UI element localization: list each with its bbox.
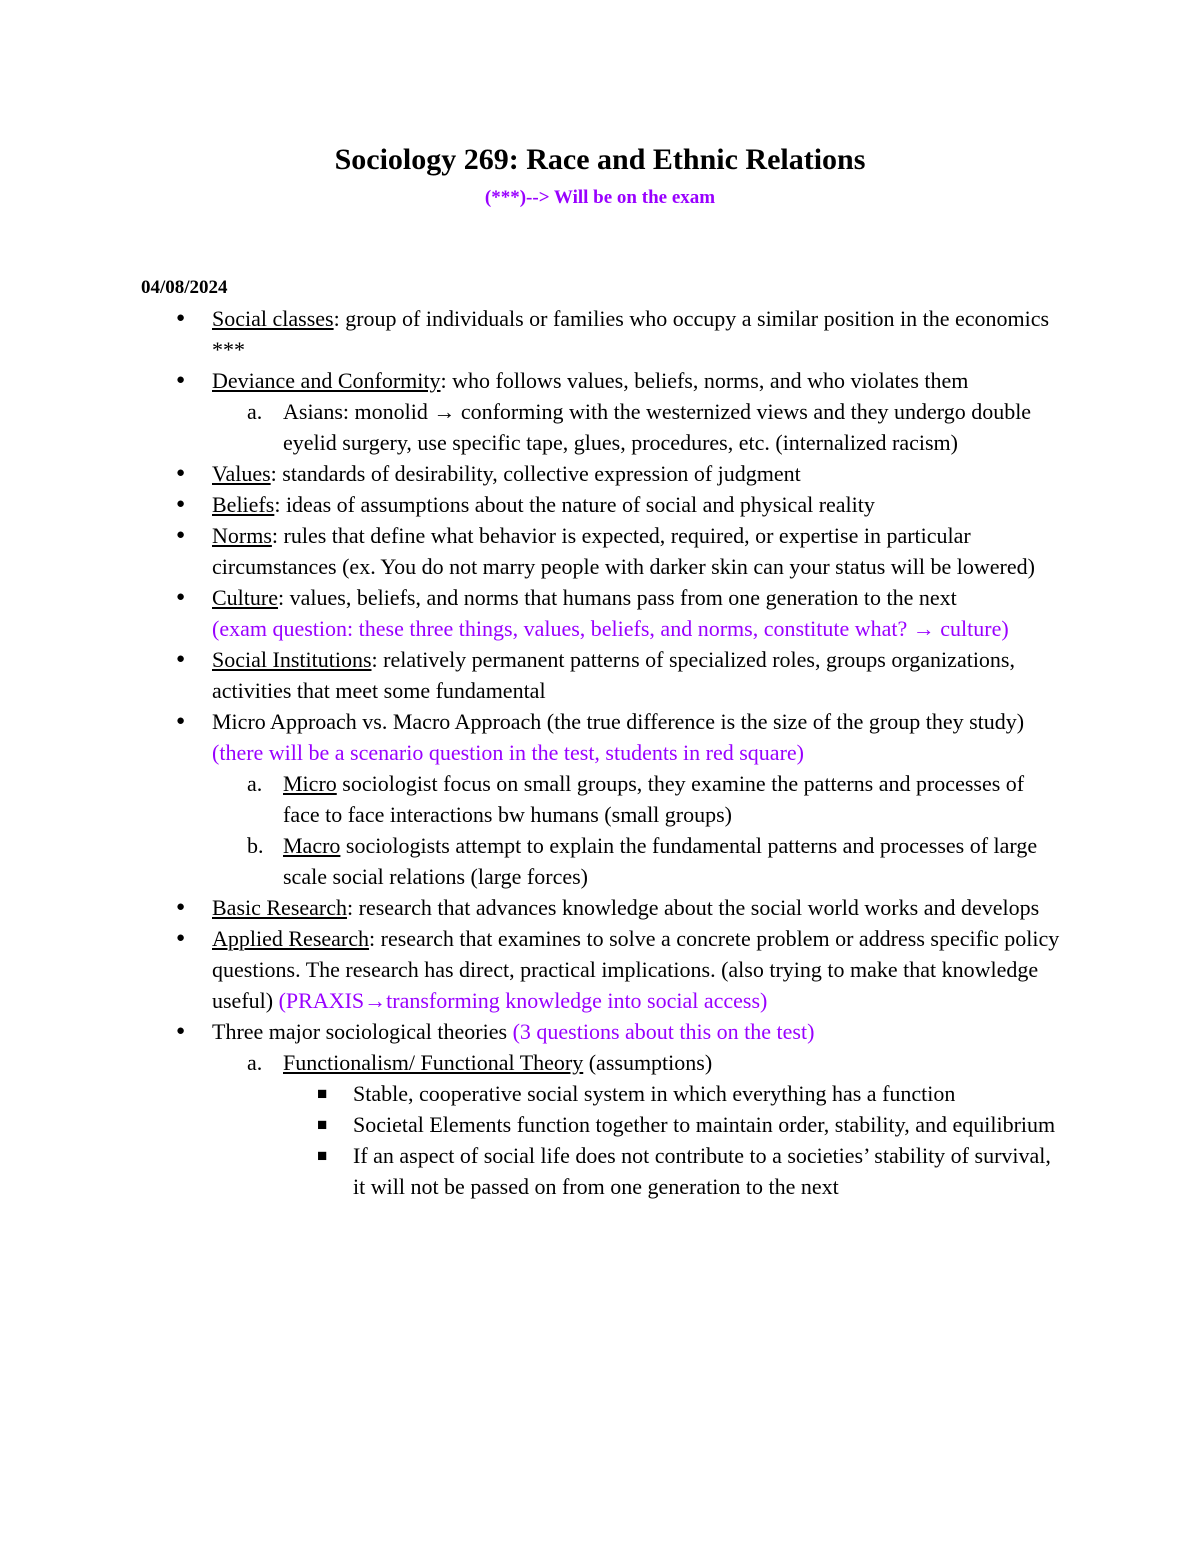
- exam-note: (3 questions about this on the test): [512, 1019, 815, 1044]
- list-item-social-institutions: [0, 644, 1064, 706]
- list-item-micro-macro: [0, 706, 1064, 768]
- bullet-marker: ●: [176, 589, 186, 605]
- list-item-applied-research: [0, 923, 1064, 1016]
- sub-marker: a.: [247, 1050, 263, 1075]
- list-item-norms: [0, 520, 1064, 582]
- definition: : research that examines to solve a concrete problem or address specific policy questions. The research has direct, practical implications. (also trying to make that knowledge useful): [212, 926, 1060, 1013]
- term: Social classes: [212, 306, 334, 331]
- bullet-marker: ●: [176, 1023, 186, 1039]
- definition: (assumptions): [583, 1050, 713, 1075]
- list-item-basic-research: [0, 892, 1064, 923]
- definition: : values, beliefs, and norms that humans pass from one generation to the next: [278, 585, 957, 610]
- square-item-social-life: [0, 1140, 1064, 1202]
- term: Culture: [212, 585, 278, 610]
- term: Macro: [283, 833, 341, 858]
- list-item-values: [0, 458, 1064, 489]
- sub-marker: b.: [247, 833, 264, 858]
- definition: sociologists attempt to explain the fundamental patterns and processes of large scale social relations (large forces): [283, 833, 1038, 889]
- bullet-marker: ●: [176, 527, 186, 543]
- term: Values: [212, 461, 271, 486]
- definition: Societal Elements function together to maintain order, stability, and equilibrium: [353, 1112, 1056, 1137]
- term: Beliefs: [212, 492, 275, 517]
- notes-list: [0, 303, 1200, 1202]
- term: Social Institutions: [212, 647, 372, 672]
- term: Micro: [283, 771, 337, 796]
- bullet-marker: ●: [176, 372, 186, 388]
- document-title: Sociology 269: Race and Ethnic Relations: [334, 143, 866, 176]
- square-item-societal-elements: [0, 1109, 1064, 1140]
- definition: Stable, cooperative social system in which everything has a function: [353, 1081, 956, 1106]
- definition: If an aspect of social life does not contribute to a societies’ stability of survival, it will not be passed on from one generation to the next: [353, 1143, 1051, 1199]
- list-item-beliefs: [0, 489, 1064, 520]
- term: Functionalism/ Functional Theory: [283, 1050, 584, 1075]
- definition: : standards of desirability, collective expression of judgment: [270, 461, 801, 486]
- square-marker: ■: [317, 1146, 328, 1165]
- bullet-marker: ●: [176, 930, 186, 946]
- sub-marker: a.: [247, 771, 263, 796]
- bullet-marker: ●: [176, 713, 186, 729]
- definition: Asians: monolid → conforming with the westernized views and they undergo double eyelid surgery, use specific tape, glues, procedures, etc. (internalized racism): [283, 399, 1032, 455]
- square-item-stable: [0, 1078, 1064, 1109]
- list-item-theories: [0, 1016, 1064, 1047]
- bullet-marker: ●: [176, 899, 186, 915]
- term: Deviance and Conformity: [212, 368, 441, 393]
- bullet-marker: ●: [176, 651, 186, 667]
- list-item-culture: [0, 582, 1064, 644]
- square-marker: ■: [317, 1084, 328, 1103]
- exam-note: (there will be a scenario question in the test, students in red square): [212, 740, 804, 765]
- list-item-deviance: [0, 365, 1064, 396]
- sub-marker: a.: [247, 399, 263, 424]
- definition: : relatively permanent patterns of specialized roles, groups organizations, activities that meet some fundamental: [212, 647, 1015, 703]
- square-marker: ■: [317, 1115, 328, 1134]
- date-heading: 04/08/2024: [141, 277, 228, 298]
- definition: : group of individuals or families who occupy a similar position in the economics ***: [212, 306, 1050, 362]
- definition: Micro Approach vs. Macro Approach (the true difference is the size of the group they study): [212, 709, 1025, 734]
- definition: : research that advances knowledge about the social world works and develops: [347, 895, 1040, 920]
- bullet-marker: ●: [176, 496, 186, 512]
- sub-item-micro: [0, 768, 1064, 830]
- definition: : ideas of assumptions about the nature of social and physical reality: [274, 492, 875, 517]
- sub-item-asians: [0, 396, 1064, 458]
- term: Applied Research: [212, 926, 369, 951]
- term: Norms: [212, 523, 272, 548]
- definition: sociologist focus on small groups, they examine the patterns and processes of face to face interactions bw humans (small groups): [283, 771, 1025, 827]
- bullet-marker: ●: [176, 465, 186, 481]
- exam-note: (PRAXIS→transforming knowledge into social access): [278, 988, 768, 1013]
- sub-item-macro: [0, 830, 1064, 892]
- list-item-social-classes: [0, 303, 1064, 365]
- term: Basic Research: [212, 895, 347, 920]
- definition: : who follows values, beliefs, norms, and who violates them: [440, 368, 969, 393]
- definition: : rules that define what behavior is expected, required, or expertise in particular circumstances (ex. You do not marry people with darker skin can your status will be lowered): [212, 523, 1035, 579]
- exam-legend: (***)--> Will be on the exam: [484, 187, 716, 208]
- exam-note: (exam question: these three things, values, beliefs, and norms, constitute what? → culture): [212, 616, 1009, 641]
- sub-item-functionalism: [0, 1047, 1064, 1078]
- bullet-marker: ●: [176, 310, 186, 326]
- definition: Three major sociological theories: [212, 1019, 513, 1044]
